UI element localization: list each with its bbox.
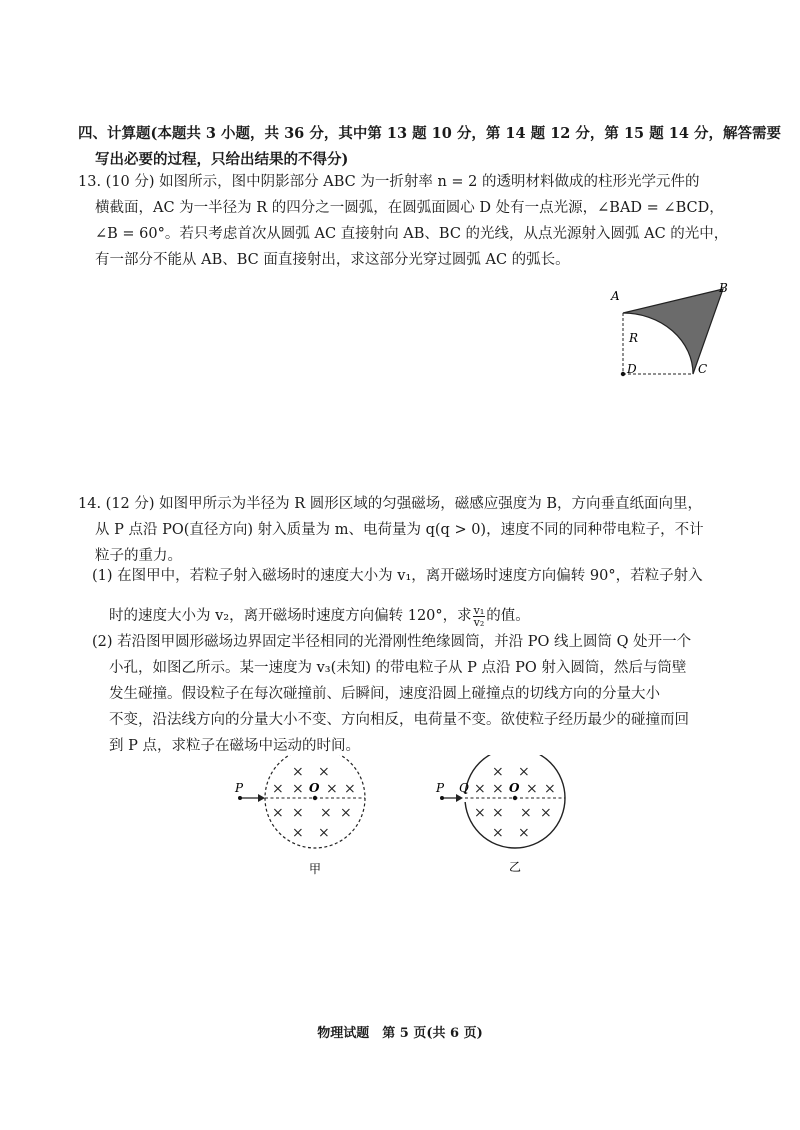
q13-label-B: B (719, 281, 728, 295)
jia-field-boundary (265, 755, 365, 848)
yi-cross-icon: × (492, 825, 504, 841)
jia-cross-icon: × (292, 764, 304, 780)
q13-point-D (621, 372, 625, 376)
figure-yi (430, 755, 580, 885)
jia-cross-icon: × (326, 781, 338, 797)
q14-part2-line2: 小孔，如图乙所示。某一速度为 v₃(未知) 的带电粒子从 P 点沿 PO 射入圆筒，然后与筒壁 (109, 660, 687, 676)
q13-label-A: A (611, 289, 620, 303)
q14-part2 (92, 629, 691, 759)
yi-cross-icon: × (520, 805, 532, 821)
jia-cross-icon: × (320, 805, 332, 821)
section-heading-line1: 四、计算题(本题共 3 小题，共 36 分，其中第 13 题 10 分，第 14 题 12 分，第 15 题 14 分，解答需要 (78, 125, 781, 142)
figure-jia (230, 755, 380, 885)
yi-cross-icon: × (474, 805, 486, 821)
jia-cross-icon: × (292, 781, 304, 797)
q14-part2-line1: (2) 若沿图甲圆形磁场边界固定半径相同的光滑刚性绝缘圆筒，并沿 PO 线上圆筒 Q 处开一个 (92, 634, 692, 650)
jia-cross-icon: × (272, 805, 284, 821)
q13-line2: 横截面，AC 为一半径为 R 的四分之一圆弧，在圆弧面圆心 D 处有一点光源，∠BAD = ∠BCD， (95, 200, 724, 216)
jia-cross-icon: × (292, 825, 304, 841)
q14-line2: 从 P 点沿 PO(直径方向) 射入质量为 m、电荷量为 q(q > 0)，速度不同的同种带电粒子，不计 (95, 522, 704, 538)
yi-cross-icon: × (518, 764, 530, 780)
q14-part1-line1: (1) 在图甲中，若粒子射入磁场时的速度大小为 v₁，离开磁场时速度方向偏转 90°，若粒子射入 (92, 568, 703, 584)
q13-label-R: R (629, 331, 639, 345)
yi-cross-icon: × (492, 805, 504, 821)
jia-cross-icon: × (318, 825, 330, 841)
yi-point-O (513, 796, 517, 800)
q14-line1: 14. (12 分) 如图甲所示为半径为 R 圆形区域的匀强磁场，磁感应强度为 B，方向垂直纸面向里， (78, 496, 703, 512)
q14-line3: 粒子的重力。 (95, 548, 182, 564)
q13-figure (605, 278, 735, 388)
jia-field-crosses (272, 764, 356, 841)
yi-caption: 乙 (509, 860, 522, 874)
q13-line1: 13. (10 分) 如图所示，图中阴影部分 ABC 为一折射率 n = 2 的透明材料做成的柱形光学元件的 (78, 174, 700, 190)
q14-part1-line2-post: 的值。 (486, 608, 530, 624)
yi-label-O: O (509, 781, 520, 795)
yi-label-P: P (436, 781, 445, 795)
jia-cross-icon: × (272, 781, 284, 797)
question-13 (78, 169, 728, 273)
q13-line3: ∠B = 60°。若只考虑首次从圆弧 AC 直接射向 AB、BC 的光线，从点光源射入圆弧 AC 的光中， (95, 226, 729, 242)
jia-cross-icon: × (292, 805, 304, 821)
q14-part1-line2-pre: 时的速度大小为 v₂，离开磁场时速度方向偏转 120°，求 (109, 608, 472, 624)
q14-part2-line5: 到 P 点，求粒子在磁场中运动的时间。 (109, 738, 360, 754)
v1-over-v2-fraction (473, 605, 486, 628)
yi-arrow-icon (456, 794, 463, 802)
jia-cross-icon: × (344, 781, 356, 797)
jia-label-O: O (309, 781, 320, 795)
jia-point-O (313, 796, 317, 800)
q13-label-C: C (698, 362, 708, 376)
page-footer: 物理试题 第 5 页(共 6 页) (317, 1026, 483, 1041)
yi-cross-icon: × (474, 781, 486, 797)
section-heading-line2: 写出必要的过程，只给出结果的不得分) (95, 151, 349, 168)
q13-label-D: D (627, 362, 637, 376)
yi-cross-icon: × (518, 825, 530, 841)
section-heading (78, 121, 781, 173)
yi-cross-icon: × (544, 781, 556, 797)
fraction-denominator: v₂ (473, 615, 485, 629)
yi-label-Q: Q (459, 781, 469, 795)
jia-arrow-icon (258, 794, 265, 802)
yi-cross-icon: × (540, 805, 552, 821)
yi-cross-icon: × (492, 764, 504, 780)
yi-cross-icon: × (492, 781, 504, 797)
jia-point-P (238, 796, 242, 800)
q14-part1-line2 (92, 603, 703, 629)
fraction-numerator: v₁ (473, 603, 485, 617)
yi-cylinder-wall (465, 755, 565, 848)
q14-part1 (92, 563, 703, 629)
jia-caption: 甲 (309, 862, 322, 876)
jia-cross-icon: × (318, 764, 330, 780)
yi-cross-icon: × (526, 781, 538, 797)
jia-cross-icon: × (340, 805, 352, 821)
q14-part2-line3: 发生碰撞。假设粒子在每次碰撞前、后瞬间，速度沿圆上碰撞点的切线方向的分量大小 (109, 686, 660, 702)
yi-field-crosses (474, 764, 556, 841)
question-14 (78, 491, 704, 569)
q14-part2-line4: 不变，沿法线方向的分量大小不变、方向相反，电荷量不变。欲使粒子经历最少的碰撞而回 (109, 712, 689, 728)
yi-point-P (440, 796, 444, 800)
jia-label-P: P (235, 781, 244, 795)
q13-line4: 有一部分不能从 AB、BC 面直接射出，求这部分光穿过圆弧 AC 的弧长。 (95, 252, 570, 268)
